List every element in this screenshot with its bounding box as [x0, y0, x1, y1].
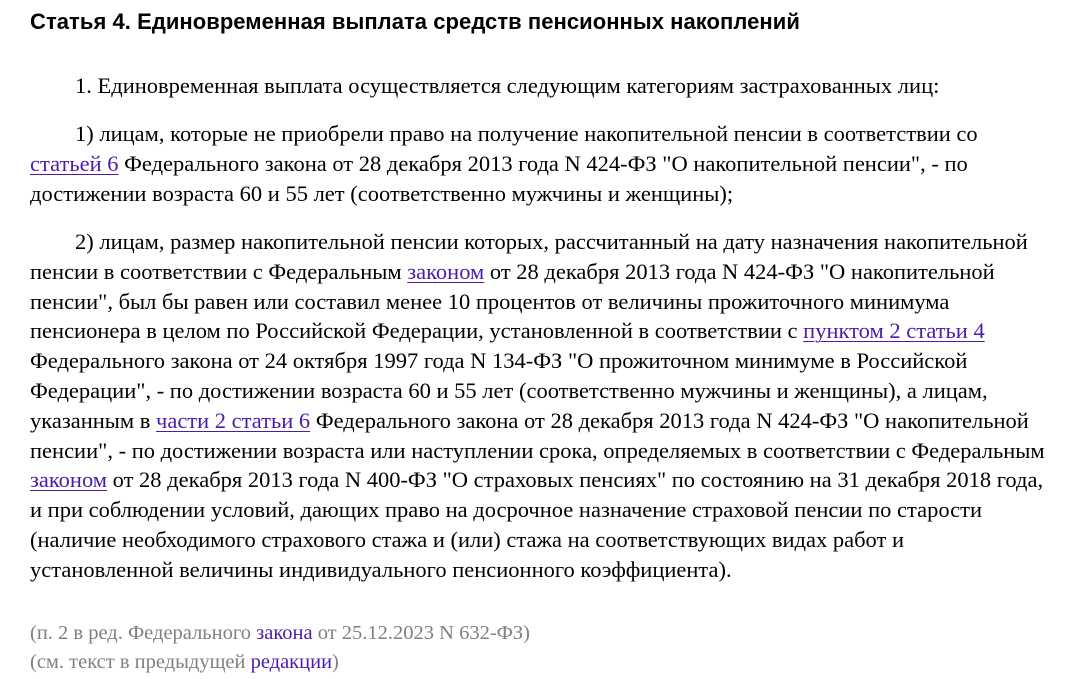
link-previous-edition[interactable]: редакции: [250, 651, 333, 673]
note-text: (см. текст в предыдущей: [30, 651, 251, 673]
link-clause-2-article-4[interactable]: пунктом 2 статьи 4: [803, 318, 985, 344]
amendment-note: [30, 619, 530, 649]
text-segment: Федерального закона от 24 октября 1997 года N 134-ФЗ "О прожиточном минимуме в Российской Федерации", - по достижении возраста 60 и 55 лет (соответственно мужчины и женщины), а лицам, указанным в: [30, 348, 988, 433]
paragraph-1-text: 1. Единовременная выплата осуществляется следующим категориям застрахованных лиц:: [75, 73, 940, 98]
text-segment: от 28 декабря 2013 года N 424-ФЗ "О накопительной пенсии", был бы равен или составил менее 10 процентов от величины прожиточного минимума пенсионера в целом по Российской Федерации, установленной в соответствии с: [30, 258, 995, 344]
text-segment: Федерального закона от 28 декабря 2013 года N 424-ФЗ "О накопительной пенсии", - по достижении возраста или наступлении срока, определяемых в соответствии с Федеральным: [30, 407, 1045, 463]
text-segment: от 28 декабря 2013 года N 400-ФЗ "О страховых пенсиях" по состоянию на 31 декабря 2018 года, и при соблюдении условий, дающих право на досрочное назначение страховой пенсии по старости (наличие необходимого страхового стажа и (или) стажа на соответствующих видах работ и установленной величины индивидуального пенсионного коэффициента).: [30, 467, 1044, 582]
link-amending-law[interactable]: закона: [256, 622, 313, 644]
text-segment: Федерального закона от 28 декабря 2013 года N 424-ФЗ "О накопительной пенсии", - по достижении возраста 60 и 55 лет (соответственно мужчины и женщины);: [30, 150, 968, 206]
paragraph-item-2: [30, 227, 1048, 585]
note-text: ): [332, 651, 339, 673]
text-segment: 2) лицам, размер накопительной пенсии которых, рассчитанный на дату назначения накопительной пенсии в соответствии с Федеральным: [30, 229, 1028, 284]
link-law-400fz[interactable]: законом: [30, 467, 108, 493]
link-article-6[interactable]: статьей 6: [30, 150, 119, 176]
link-part-2-article-6[interactable]: части 2 статьи 6: [156, 407, 311, 433]
previous-edition-note: [30, 648, 339, 678]
paragraph-item-1: [30, 119, 1048, 208]
article-title: Статья 4. Единовременная выплата средств пенсионных накоплений: [30, 9, 800, 34]
paragraph-1: [30, 71, 1048, 101]
note-text: (п. 2 в ред. Федерального: [30, 622, 257, 644]
text-segment: 1) лицам, которые не приобрели право на получение накопительной пенсии в соответствии со: [75, 121, 978, 146]
note-text: от 25.12.2023 N 632-ФЗ): [312, 622, 530, 644]
link-law-424fz[interactable]: законом: [407, 258, 485, 284]
